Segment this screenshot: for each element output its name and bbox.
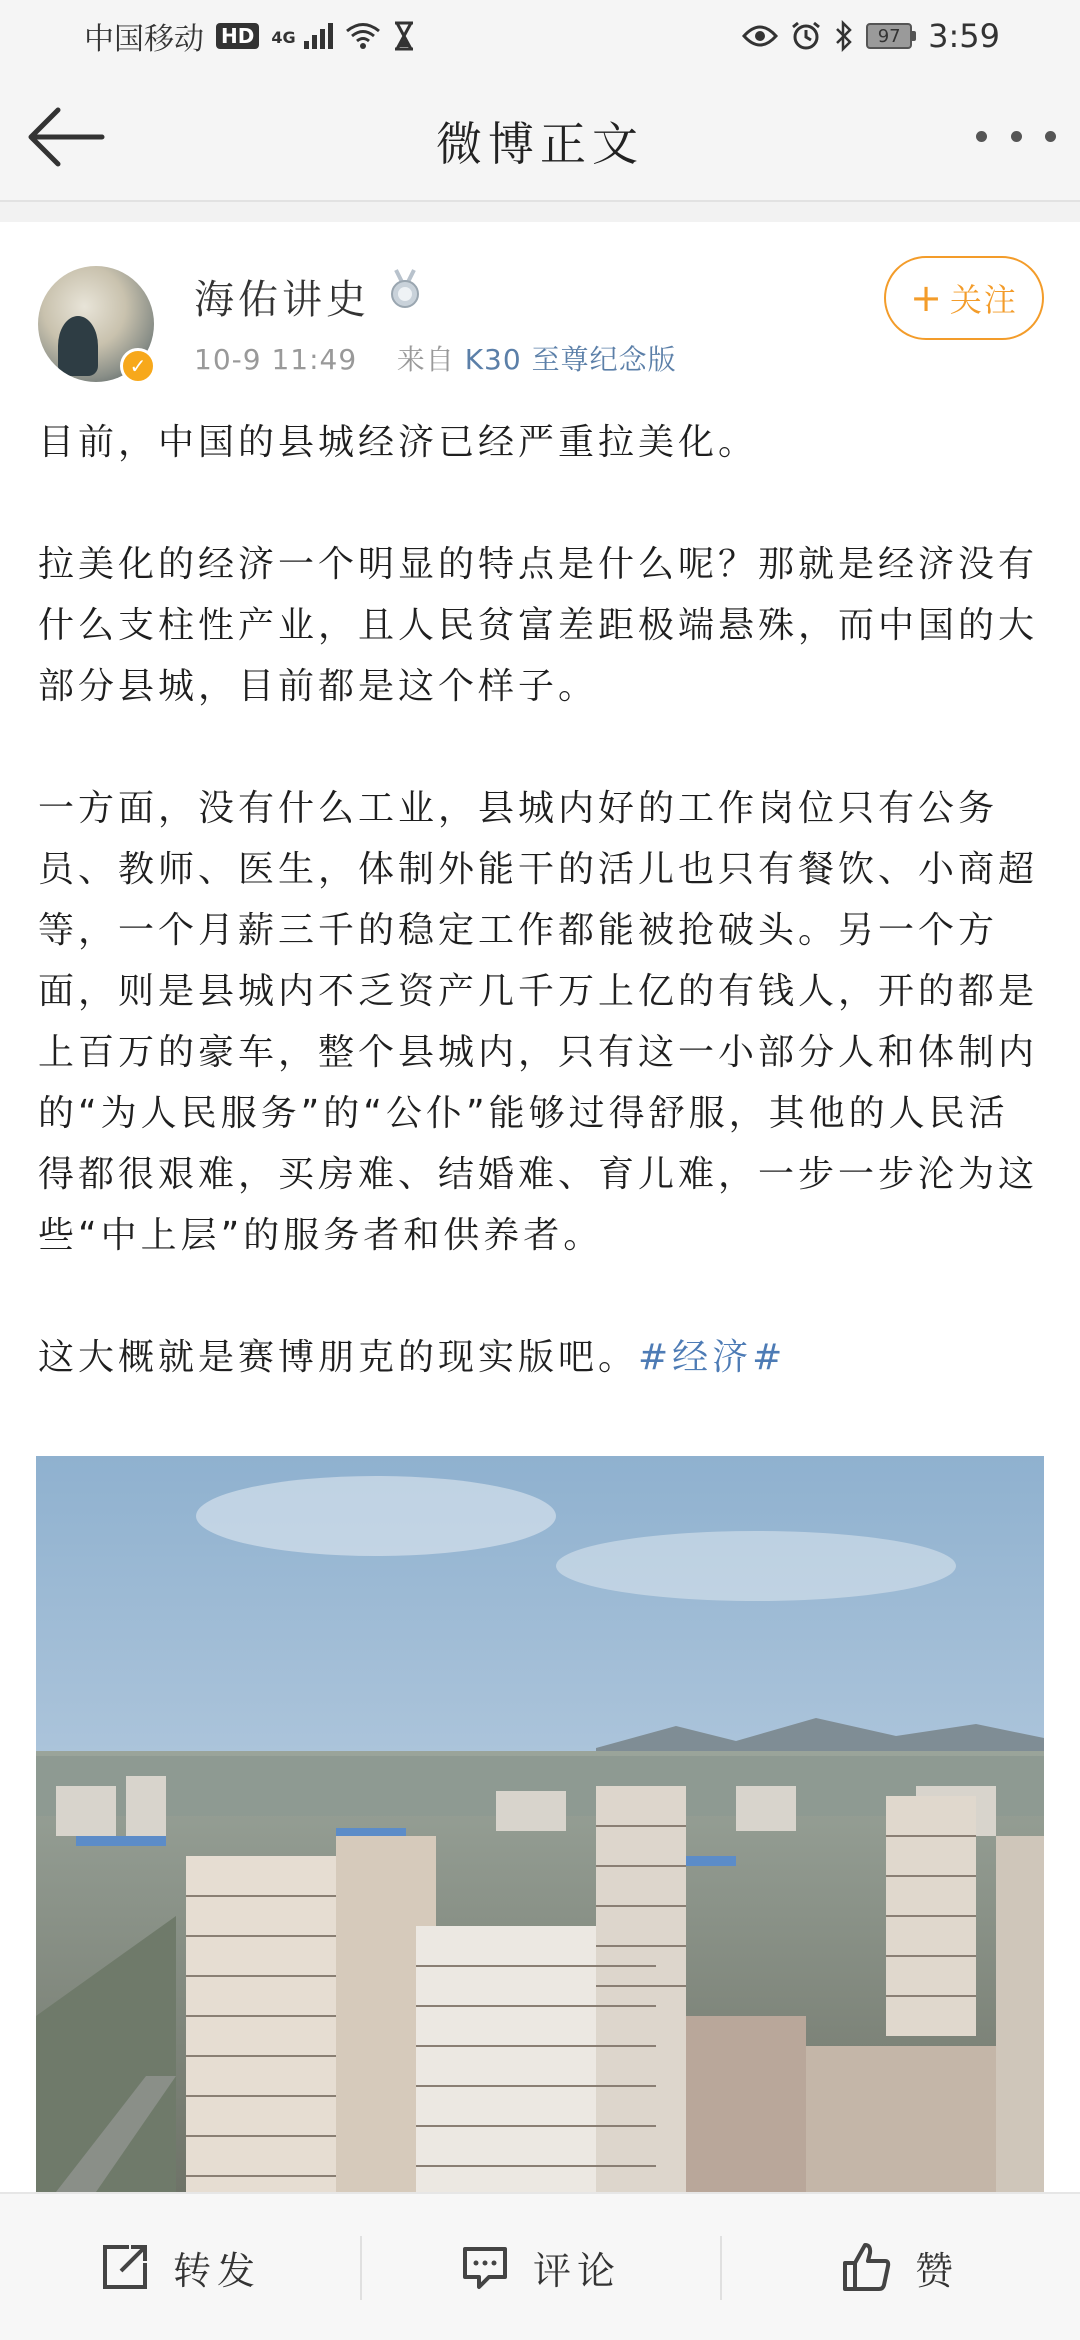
section-divider [0, 202, 1080, 222]
author-name[interactable]: 海佑讲史 [194, 277, 370, 323]
network-type: 4G [271, 28, 296, 47]
post-paragraph-text: 这大概就是赛博朋克的现实版吧。 [38, 1337, 639, 1378]
medal-icon[interactable] [384, 268, 426, 310]
battery-level: 97 [866, 23, 912, 49]
hd-badge: HD [216, 23, 259, 49]
signal-icon [304, 23, 333, 49]
nav-bar [0, 72, 1080, 202]
follow-button[interactable] [884, 256, 1044, 340]
city-photo [36, 1456, 1044, 2192]
status-right [742, 17, 1000, 55]
repost-label: 转发 [172, 2248, 261, 2293]
post-paragraph: 目前，中国的县城经济已经严重拉美化。 [38, 422, 759, 463]
post-timestamp: 10-9 11:49 [194, 343, 358, 376]
status-bar [0, 0, 1080, 72]
comment-button[interactable] [360, 2194, 720, 2340]
post-body [38, 412, 1048, 1388]
share-icon [99, 2241, 151, 2293]
carrier-name: 中国移动 [84, 22, 204, 57]
action-bar [0, 2192, 1080, 2340]
battery-icon [866, 23, 916, 49]
status-left [84, 14, 415, 58]
more-dots-icon [976, 131, 987, 142]
post-last-line [38, 1327, 1048, 1388]
post-source[interactable]: K30 至尊纪念版 [464, 343, 677, 376]
post-paragraph: 一方面，没有什么工业，县城内好的工作岗位只有公务员、教师、医生，体制外能干的活儿也只有餐饮、小商超等，一个月薪三千的稳定工作都能被抢破头。另一个方面，则是县城内不乏资产几千万上亿的有钱人，开的都是上百万的豪车，整个县城内，只有这一小部分人和体制内的“为人民服务”的“公仆”能够过得舒服，其他的人民活得都很艰难，买房难、结婚难、育儿难，一步一步沦为这些“中上层”的服务者和供养者。 [38, 788, 1039, 1256]
post-image[interactable] [36, 1456, 1044, 2192]
page-title: 微博正文 [436, 117, 644, 171]
wifi-icon [345, 22, 381, 50]
like-label: 赞 [914, 2248, 959, 2293]
more-button[interactable] [976, 116, 1056, 156]
comment-label: 评论 [532, 2248, 621, 2293]
hourglass-icon [393, 21, 415, 51]
like-button[interactable] [720, 2194, 1080, 2340]
post-paragraph: 拉美化的经济一个明显的特点是什么呢？那就是经济没有什么支柱性产业，且人民贫富差距极端悬殊，而中国的大部分县城，目前都是这个样子。 [38, 544, 1039, 707]
bluetooth-icon [834, 20, 854, 52]
verified-icon: ✓ [120, 348, 156, 384]
hashtag-link[interactable]: #经济# [638, 1337, 787, 1378]
thumbs-up-icon [841, 2241, 893, 2293]
clock: 3:59 [928, 17, 1000, 55]
eye-icon [742, 24, 778, 48]
source-prefix: 来自 [396, 343, 455, 376]
avatar[interactable] [38, 266, 154, 382]
plus-icon: + [910, 276, 944, 320]
comment-icon [459, 2241, 511, 2293]
repost-button[interactable] [0, 2194, 360, 2340]
alarm-icon [790, 20, 822, 52]
follow-label: 关注 [949, 281, 1018, 319]
post-meta [194, 338, 677, 378]
